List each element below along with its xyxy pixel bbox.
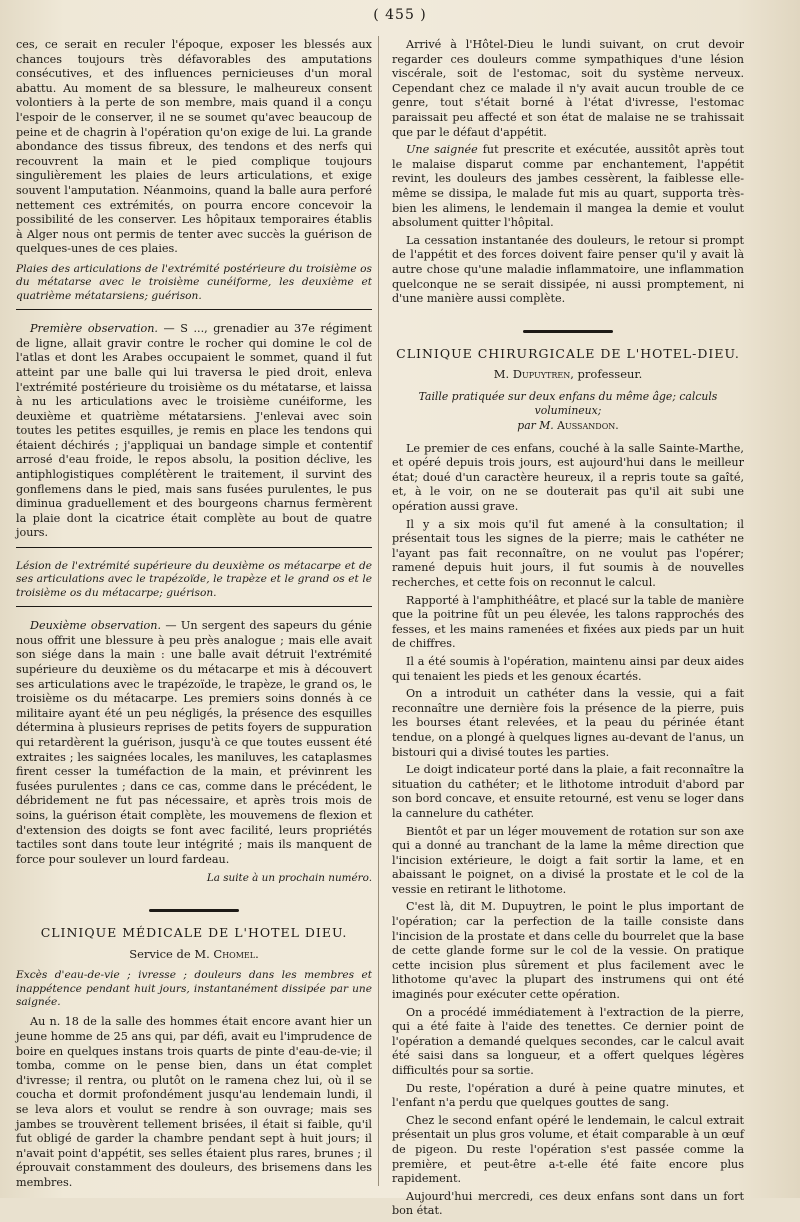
ornament-rule	[392, 325, 744, 333]
paragraph: Aujourd'hui mercredi, ces deux enfans sont dans un fort bon état.	[392, 1189, 744, 1218]
service-prefix: Service de M.	[129, 946, 214, 961]
rule	[16, 547, 372, 548]
article-title: CLINIQUE CHIRURGICALE DE L'HOTEL-DIEU.	[396, 345, 740, 361]
paragraph	[392, 143, 744, 231]
continued-note: La suite à un prochain numéro.	[206, 872, 372, 885]
paragraph: Le premier de ces enfans, couché à la salle Sainte-Marthe, et opéré depuis trois jours, est aujourd'hui dans le meilleur état; doué d'un caractère heureux, il a repris toute sa gaîté, et, à le voir, on ne se douterait pas qu'il ait subi une opération aussi grave.	[392, 441, 744, 514]
observation-text: — S ..., grenadier au 37e régiment de ligne, allait gravir contre le rocher qui domine le col de l'atlas et dont les Arabes occupaient le sommet, quand il fut atteint par une balle qui lui traversa le pied droit, enleva l'extrémité postérieure du troisième os du métatarse, et laissa à nu les articulations avec le troisième cunéiforme, les deuxième et quatrième métatarsiens. J'enlevai avec soin toutes les petites esquilles, je remis en place les tendons qui étaient déchirés ; j'appliquai un bandage simple et contentif arrosé d'eau froide, le repos absolu, la position déclive, les antiphlogistiques complétèrent le traitement, il survint des gonflemens dans le pied, mais sans fusées purulentes, le pus diminua graduellement et des bourgeons charnus fermèrent la plaie dont la cicatrice était complète au bout de quatre jours.	[16, 322, 372, 540]
paragraph: La cessation instantanée des douleurs, le retour si prompt de l'appétit et des forces doivent faire penser qu'il y avait là autre chose qu'une maladie inflammatoire, une inflammation quelconque ne se serait dissipée, ni aussi promptement, ni d'une manière aussi complète.	[392, 233, 744, 306]
paragraph: Il y a six mois qu'il fut amené à la consultation; il présentait tous les signes de la pierre; mais le cathéter ne l'ayant pas fait reconnaître, on ne voulut pas l'opérer; ramené depuis huit jours, il fut soumis à de nouvelles recherches, et cette fois on reconnut le calcul.	[392, 517, 744, 589]
paragraph: ces, ce serait en reculer l'époque, exposer les blessés aux chances toujours très défavorables des amputations consécutives, et des influences pernicieuses d'un moral abattu. Au moment de sa blessure, le malheureux consent volontiers à la perte de son membre, mais quand il a conçu l'espoir de le conserver, il ne se soumet qu'avec beaucoup de peine et de chagrin à l'opération qu'on exige de lui. La grande abondance des tissus fibreux, des tendons et des nerfs qui recouvrent la main et le pied complique toujours singulièrement les plaies de leurs articulations, et exige souvent l'amputation. Néanmoins, quand la balle aura perforé nettement ces extrémités, on pourra encore concevoir la possibilité de les conserver. Les hôpitaux temporaires établis à Alger nous ont permis de tenter avec succès la guérison de quelques-unes de ces plaies.	[16, 38, 372, 256]
rule	[16, 606, 372, 607]
paragraph-text: fut prescrite et exécutée, aussitôt après tout le malaise disparut comme par enchantement, l'appétit revint, les douleurs des jambes cessèrent, la faiblesse elle-même se dissipa, le malade fut mis au quart, supporta très-bien les alimens, le lendemain il mangea la demie et voulut absolument quitter l'hôpital.	[392, 143, 744, 230]
service-name: Chomel.	[213, 946, 259, 961]
observation-label: Deuxième observation.	[30, 619, 162, 633]
rule	[16, 309, 372, 310]
paragraph: Arrivé à l'Hôtel-Dieu le lundi suivant, on crut devoir regarder ces douleurs comme sympathiques d'une lésion viscérale, soit de l'estomac, soit du système nerveux. Cependant chez ce malade il n'y avait aucun trouble de ce genre, tout s'était borné à l'état d'ivresse, l'estomac paraissait peu affecté et son état de malaise ne se trahissait que par le défaut d'appétit.	[392, 38, 744, 139]
case-heading	[392, 390, 744, 434]
service-name: Dupuytren	[512, 367, 571, 382]
service-line	[392, 367, 744, 382]
article-title: CLINIQUE MÉDICALE DE L'HOTEL DIEU.	[40, 924, 348, 940]
right-column	[392, 38, 744, 1222]
column-divider	[378, 36, 379, 1186]
byline-prefix: par M.	[517, 419, 558, 433]
observation-paragraph	[16, 619, 372, 867]
paragraph: Rapporté à l'amphithéâtre, et placé sur la table de manière que la poitrine fût un peu élevée, les talons rapprochés des fesses, et les mains ramenées et fixées aux pieds par un huit de chiffres.	[392, 593, 744, 651]
paragraph: On a procédé immédiatement à l'extraction de la pierre, qui a été faite à l'aide des tenettes. Ce dernier point de l'opération a demandé quelques secondes, car le calcul avait été saisi dans sa longueur, et a offert quelques légères difficultés pour sa sortie.	[392, 1005, 744, 1077]
section-heading: Plaies des articulations de l'extrémité postérieure du troisième os du métatarse avec le troisième cunéiforme, les deuxième et quatrième métatarsiens; guérison.	[16, 262, 372, 302]
paragraph: Au n. 18 de la salle des hommes était encore avant hier un jeune homme de 25 ans qui, par défi, avait eu l'imprudence de boire en quelques instans trois quarts de pinte d'eau-de-vie; il tomba, comme on le pense bien, dans un état complet d'ivresse; il rentra, ou plutôt on le ramena chez lui, où il se coucha et dormit profondément jusqu'au lendemain lundi, il se leva alors et voulut se rendre à son ouvrage; mais ses jambes se trouvèrent tellement brisées, il était si faible, qu'il fut obligé de garder la chambre pendant sept à huit jours; il n'avait point d'appétit, ses selles étaient plus rares, brunes ; il éprouvait constamment des douleurs, des brisemens dans les membres.	[16, 1015, 372, 1189]
emphasis: Une saignée	[406, 143, 478, 157]
ornament-rule	[16, 904, 372, 912]
service-line	[16, 947, 372, 962]
paragraph: Il a été soumis à l'opération, maintenu ainsi par deux aides qui tenaient les pieds et les genoux écartés.	[392, 654, 744, 683]
paragraph: Du reste, l'opération a duré à peine quatre minutes, et l'enfant n'a perdu que quelques gouttes de sang.	[392, 1081, 744, 1110]
service-prefix: M.	[493, 367, 513, 382]
case-heading-text: Taille pratiquée sur deux enfans du même âge; calculs volumineux;	[418, 389, 718, 418]
observation-text: — Un sergent des sapeurs du génie nous offrit une blessure à peu près analogue ; mais elle avait son siége dans la main : une balle avait détruit l'extrémité supérieure du deuxième os du métacarpe et mis à découvert ses articulations avec le trapézoïde, le trapèze, le grand os, le troisième os du métacarpe. Les premiers soins donnés à ce militaire ayant été un peu négligés, la présence des esquilles détermina à plusieurs reprises de petits foyers de suppuration qui retardèrent la guérison, jusqu'à ce que toutes eussent été extraites ; les saignées locales, les maniluves, les cataplasmes firent cesser la tuméfaction de la main, et prévinrent les fusées purulentes ; dans ce cas, comme dans le précédent, le débridement ne fut pas nécessaire, et après trois mois de soins, la guérison était complète, les mouvemens de flexion et d'extension des doigts se font avec facilité, leurs propriétés tactiles sont dans toute leur intégrité ; mais ils manquent de force pour soulever un lourd fardeau.	[16, 619, 372, 866]
byline-name: Aussandon.	[557, 419, 619, 433]
page-number: ( 455 )	[373, 7, 427, 23]
paragraph: Le doigt indicateur porté dans la plaie, a fait reconnaître la situation du cathéter; et le lithotome introduit d'abord par son bord concave, et ensuite retourné, est venu se loger dans la cannelure du cathéter.	[392, 763, 744, 820]
paragraph: On a introduit un cathéter dans la vessie, qui a fait reconnaître une dernière fois la présence de la pierre, puis les bourses étant relevées, et la peau du périnée étant tendue, on a plongé à quelques lignes au-devant de l'anus, un bistouri qui a divisé toutes les parties.	[392, 687, 744, 759]
paragraph: Bientôt et par un léger mouvement de rotation sur son axe qui a donné au tranchant de la lame la même direction que l'incision extérieure, le doigt a fait sortir la lame, et en abaissant le poignet, on a divisé la prostate et le col de la vessie en retirant le lithotome.	[392, 824, 744, 896]
observation-label: Première observation.	[30, 322, 158, 336]
paragraph: Chez le second enfant opéré le lendemain, le calcul extrait présentait un plus gros volume, et était comparable à un œuf de pigeon. Du reste l'opération s'est passée comme la première, et peut-être a-t-elle été faite encore plus rapidement.	[392, 1113, 744, 1186]
service-suffix: , professeur.	[570, 367, 643, 382]
paragraph: C'est là, dit M. Dupuytren, le point le plus important de l'opération; car la perfection de la taille consiste dans l'incision de la prostate et dans celle du bourrelet que la base de cette glande forme sur le col de la vessie. On pratique cette incision plus sûrement et plus facilement avec le lithotome qu'avec la plupart des instrumens qui ont été imaginés pour exécuter cette opération.	[392, 900, 744, 1002]
section-heading: Lésion de l'extrémité supérieure du deuxième os métacarpe et de ses articulations avec le trapézoïde, le trapèze et le grand os et le troisième os du métacarpe; guérison.	[16, 560, 372, 599]
case-heading: Excès d'eau-de-vie ; ivresse ; douleurs dans les membres et inappétence pendant huit jours, instantanément dissipée par une saignée.	[16, 969, 372, 1008]
left-column	[16, 38, 372, 1193]
observation-paragraph	[16, 322, 372, 541]
